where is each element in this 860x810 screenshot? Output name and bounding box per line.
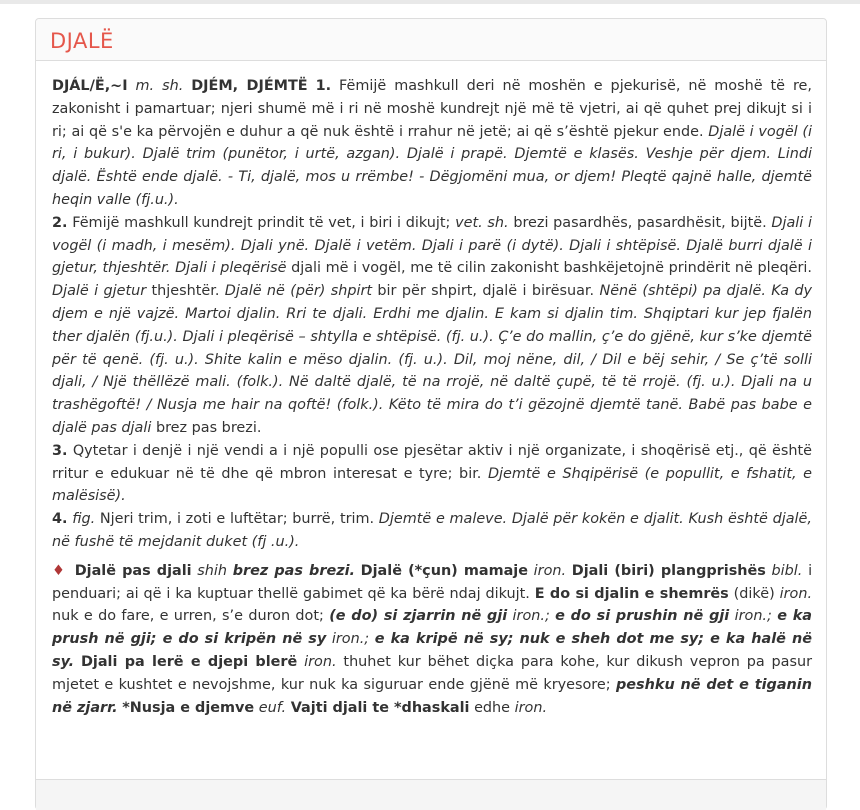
usage-label: iron. <box>779 585 813 602</box>
usage-label: fig. <box>72 511 96 528</box>
sense-number: 2. <box>52 214 68 231</box>
usage-label: euf. <box>258 699 287 716</box>
phrase: *Nusja e djemve <box>122 699 255 716</box>
definition: Njeri trim, i zoti e luftëtar; burrë, trim. <box>99 511 375 528</box>
phrase: Djali (biri) plangprishës <box>571 562 766 579</box>
examples: Djalë i gjetur <box>52 283 147 300</box>
phrase: Djalë (*çun) mamaje <box>360 562 528 579</box>
entry-panel <box>35 18 827 810</box>
phrase: Vajti djali te *dhaskali <box>290 699 470 716</box>
usage-label: iron. <box>514 699 548 716</box>
sense-number: 3. <box>52 442 68 459</box>
phrase: (e do) si zjarrin në gji <box>329 608 508 625</box>
sense-4 <box>52 508 812 554</box>
panel-body <box>36 61 826 719</box>
phrase: E do si djalin e shemrës <box>534 585 729 602</box>
panel-header <box>36 19 826 61</box>
definition: Fëmijë mashkull kundrejt prindit të vet, i biri i dikujt; <box>72 214 451 231</box>
usage-label: iron.; <box>734 608 772 625</box>
sense-number: 4. <box>52 511 68 528</box>
phrase: brez pas brezi. <box>232 562 355 579</box>
phrase: e ka kripë në sy; nuk e sheh dot me sy; e ka halë në sy. <box>52 631 813 670</box>
examples: Djalë i vogël (i ri, i bukur). Djalë trim (punëtor, i urtë, azgan). Djalë i prapë. Djemtë e klasës. Veshje për djem. Lindi djalë. Është ende djalë. - Ti, djalë, mos u rrëmbe! - Dëgjomëni mua, or djem! Pleqtë qajnë halle, djemtë heqin valle (fj.u.). <box>52 123 812 208</box>
sense-number: 1. <box>315 78 332 94</box>
phrase: peshku në det e tiganin në zjarr. <box>52 676 812 716</box>
examples: Nënë (shtëpi) pa djalë. Ka dy djem e një vajzë. Martoi djalin. Rri te djali. Erdhi me djalin. E kam si djalin tim. Shqiptari kur jep fjalën ther djalën (fj.u.). Djali i pleqërisë – shtylla e shtëpisë. (fj. u.). Ç’e do mallin, ç’e do gjënë, kur s’ke djemtë për të qenë. (fj. u.). Shite kalin e mëso djalin. (fj. u.). Dil, moj nëne, dil, / Dil e bëj sehir, / Se ç’të solli djali, / Një thëllëzë mali. (folk.). Në daltë djalë, të na rrojë, në daltë çupë, të të rrojë. (fj. u.). Djali na u trashëgoftë! / Nusja me hair na qoftë! (folk.). Këto të mira do t’i gëzojnë djemtë tanë. Babë pas babe e djalë pas djali <box>52 283 813 436</box>
panel-footer <box>36 779 826 810</box>
usage-label: vet. sh. <box>455 214 509 231</box>
examples: Djemtë e maleve. Djalë për kokën e djalit. Kush është djalë, në fushë të mejdanit duket (fj .u.). <box>52 511 812 550</box>
examples: Djali i vogël (i madh, i mesëm). Djali ynë. Djalë i vetëm. Djali i parë (i dytë). Djali i shtëpisë. Djalë burri djalë i gjetur, thjeshtër. <box>52 214 812 277</box>
definition: thjeshtër. <box>151 283 220 300</box>
sense-1 <box>52 75 812 212</box>
definition: (dikë) <box>733 585 775 602</box>
usage-label: shih <box>197 562 228 579</box>
definition: i penduari; ai që i ka kuptuar thellë gabimet që ka bërë ndaj dikujt. <box>52 562 813 602</box>
page-title: DJALË <box>50 29 114 53</box>
pos-label: m. sh. <box>135 78 184 94</box>
examples: Djali i pleqërisë <box>175 260 287 277</box>
definition: djali më i vogël, me të cilin zakonisht bashkëjetojnë prindërit në pleqëri. <box>291 260 812 277</box>
phrase: e do si prushin në gji <box>555 608 730 625</box>
definition: brez pas brezi. <box>155 419 262 436</box>
phrase: Djali pa lerë e djepi blerë <box>80 653 298 670</box>
definition: Qytetar i denjë i një vendi a i një populli ose pjesëtar aktiv i një organizate, i shoqërisë etj., që është rritur e edukuar në të dhe që mbron interesat e tyre; bir. <box>52 442 812 482</box>
examples: Djemtë e Shqipërisë (e popullit, e fshatit, e malësisë). <box>52 465 812 505</box>
dictionary-entry <box>52 75 812 719</box>
top-rule <box>0 0 860 4</box>
definition: nuk e do fare, e urren, s’e duron dot; <box>52 608 324 625</box>
headword: DJÁL/Ë,~I <box>52 78 128 94</box>
definition: Fëmijë mashkull deri në moshën e pjekurisë, në moshë të re, zakonisht i pamartuar; njeri shumë më i ri në moshë kundrejt një më të vjetri, ai që quhet prej dikujt si i ri; ai që s'e ka përvojën e duhur a që nuk është i rrahur në jetë; ai që s’është pjekur ende. <box>52 78 812 140</box>
sense-2 <box>52 212 812 440</box>
diamond-icon: ♦ <box>52 562 67 579</box>
usage-label: iron.; <box>331 631 370 648</box>
usage-label: iron. <box>533 562 567 579</box>
phrase: Djalë pas djali <box>74 562 192 579</box>
sense-3 <box>52 440 812 508</box>
definition: bir për shpirt, djalë i birësuar. <box>377 283 595 300</box>
examples: Djalë në (për) shpirt <box>224 283 373 300</box>
plural-form: DJÉM, DJÉMTË <box>191 78 308 94</box>
usage-label: bibl. <box>771 562 803 579</box>
usage-label: iron. <box>304 653 337 670</box>
usage-label: iron.; <box>512 608 550 625</box>
idioms-section <box>52 560 812 720</box>
definition: brezi pasardhës, pasardhësit, bijtë. <box>513 214 767 231</box>
definition: thuhet kur bëhet diçka para kohe, kur dikush vepron pa pasur mjetet e kushtet e nevojshme, kur nuk ka siguruar ende gjënë më kryesore; <box>52 653 812 693</box>
phrase: e ka prush në gji; e do si kripën në sy <box>52 608 813 648</box>
definition: edhe <box>474 699 511 716</box>
